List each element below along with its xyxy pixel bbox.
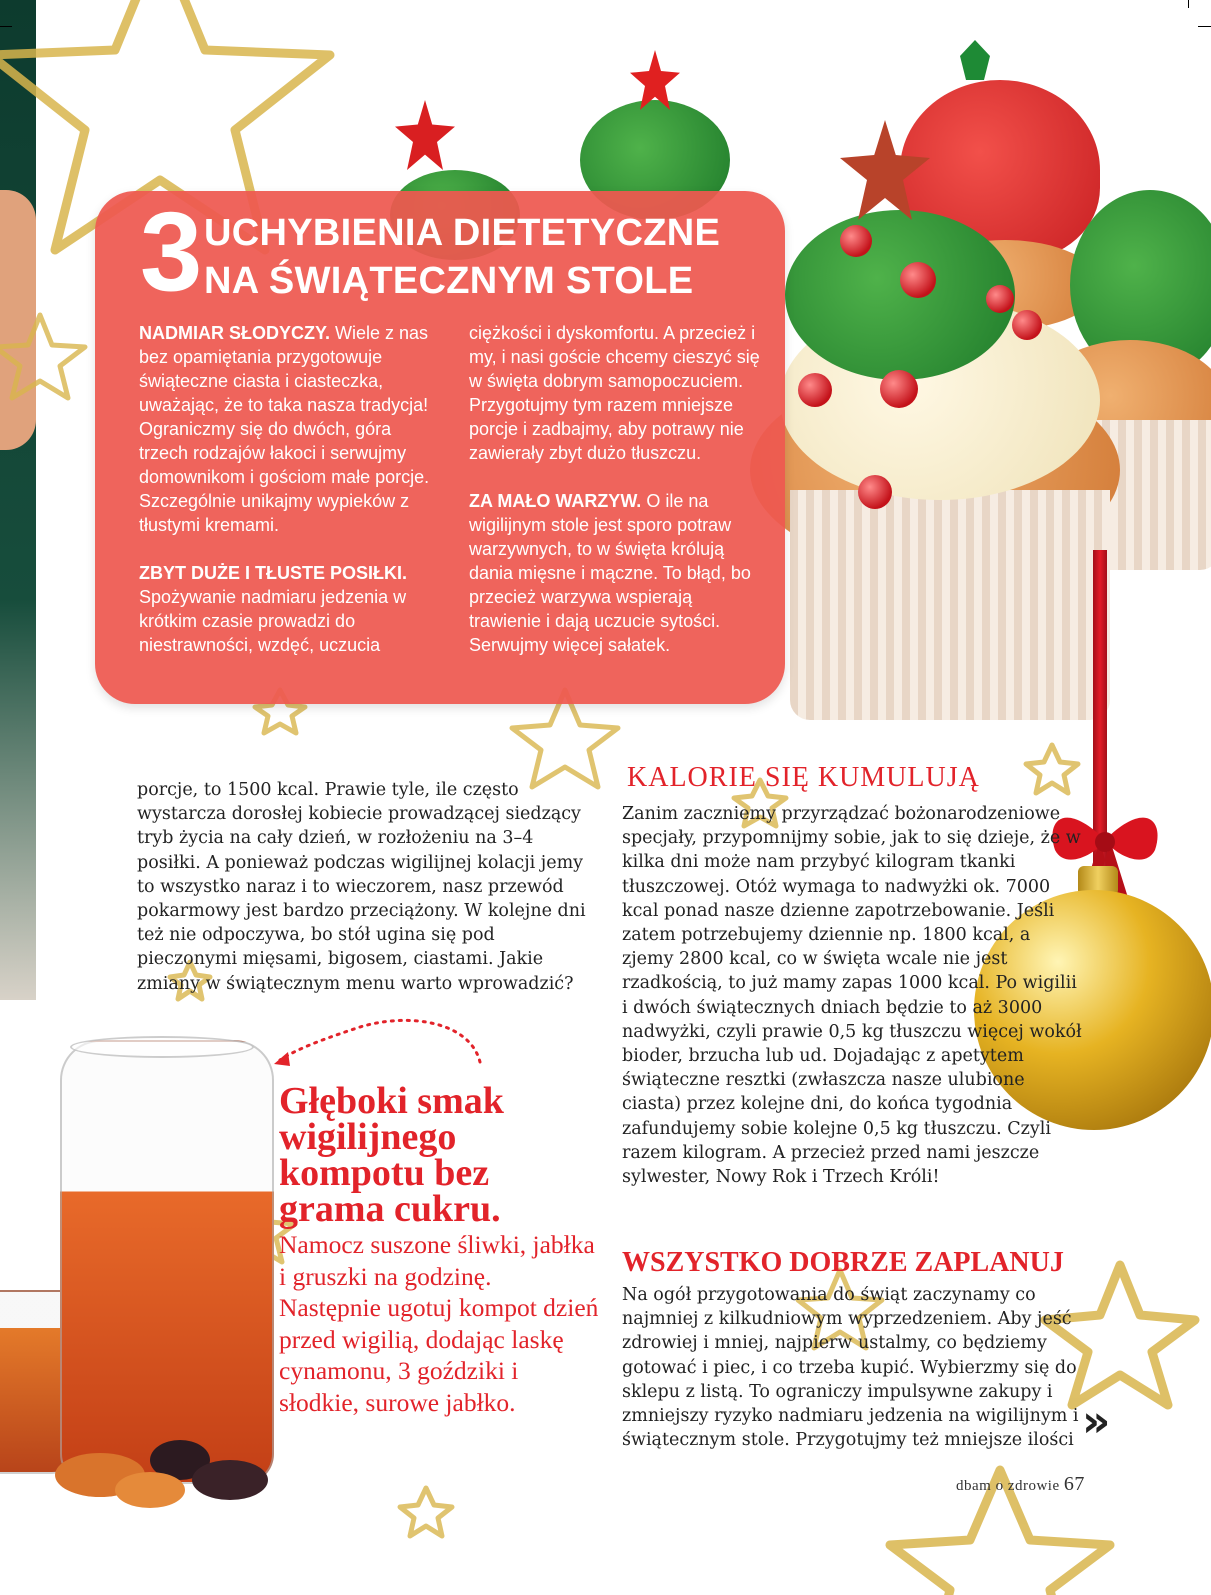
callout-paragraph bbox=[469, 489, 769, 657]
crop-mark bbox=[0, 26, 12, 27]
crop-mark bbox=[1188, 0, 1189, 8]
double-chevron-right-icon: » bbox=[1082, 1396, 1111, 1447]
compote-recipe-text: Namocz suszone śliwki, jabłka i gruszki na godzinę. Następnie ugotuj kompot dzień przed wigilią, dodając laskę cynamonu, 3 goździki i słodkie, surowe jabłko. bbox=[279, 1230, 599, 1417]
callout-column-right bbox=[469, 321, 769, 681]
section-text-plan: Na ogół przygotowania do świąt zaczynamy co najmniej z kilkudniowym wyprzedzeniem. Aby jeść zdrowiej i mniej, najpierw ustalmy, co będziemy gotować i piec, i co trzeba kupić. Wybierzmy się do sklepu z listą. To ograniczy impulsywne zakupy i zmniejszy ryzyko nadmiaru jedzenia na wigilijnym i świątecznym stole. Przygotujmy też mniejsze ilości bbox=[622, 1285, 1079, 1451]
callout-title-line1: UCHYBIENIA DIETETYCZNE bbox=[204, 212, 721, 254]
callout-paragraph-body: O ile na wigilijnym stole jest sporo potraw warzywnych, to w święta królują dania mięsne i mączne. To błąd, bo przecież warzywa wspierają trawienie i dają uczucie sytości. Serwujmy więcej sałatek. bbox=[469, 491, 751, 655]
callout-title-line2: NA ŚWIĄTECZNYM STOLE bbox=[204, 260, 694, 302]
magazine-name: dbam o zdrowie bbox=[956, 1478, 1060, 1494]
callout-paragraph bbox=[139, 321, 439, 537]
callout-paragraph bbox=[469, 321, 769, 465]
carafe-rim bbox=[70, 1036, 254, 1058]
callout-number: 3 bbox=[140, 189, 203, 314]
page-number: 67 bbox=[1063, 1473, 1085, 1495]
dotted-arrow bbox=[270, 1012, 500, 1072]
callout-paragraph bbox=[139, 561, 439, 657]
gold-star-decoration bbox=[0, 315, 85, 398]
gold-star-decoration bbox=[1026, 745, 1078, 793]
section-text-kalorie: Zanim zaczniemy przyrządzać bożonarodzeniowe specjały, przypomnijmy sobie, jak to się dzieje, że w kilka dni może nam przybyć kilogram tkanki tłuszczowej. Otóż wymaga to nadwyżki ok. 7000 kcal ponad nasze dzienne zapotrzebowanie. Jeśli zatem potrzebujemy dziennie np. 1800 kcal, a zjemy 2800 kcal, co w święta wcale nie jest rzadkością, to już mamy zapas 1000 kcal. Po wigilii i dwóch świątecznych dniach będzie to aż 3000 nadwyżki, czyli prawie 0,5 kg tłuszczu więcej wokół bioder, brzucha lub ud. Dojadając z apetytem świąteczne resztki (zwłaszcza nasze ulubione ciasta) przez kolejne dni, do końca tygodnia zafundujemy sobie kolejne 0,5 kg tłuszczu. Czyli razem kilogram. A przecież przed nami jeszcze sylwester, Nowy Rok i Trzech Króli! bbox=[622, 804, 1082, 1188]
gold-star-decoration bbox=[400, 1488, 452, 1536]
intro-paragraph: porcje, to 1500 kcal. Prawie tyle, ile często wystarcza dorosłej kobiecie prowadzącej siedzący tryb życia na cały dzień, w rozłożeniu na 3–4 posiłki. A ponieważ podczas wigilijnej kolacji jemy to wszystko naraz i to wieczorem, nasz przewód pokarmowy jest bardzo przeciążony. W kolejne dni też nie odpoczywa, bo stół ugina się pod pieczonymi mięsami, bigosem, ciastami. Jakie zmiany w świątecznym menu warto wprowadzić? bbox=[137, 780, 586, 994]
section-heading-kalorie: KALORIE SIĘ KUMULUJĄ bbox=[627, 762, 980, 793]
crop-mark bbox=[1198, 26, 1211, 27]
compote-heading: Głęboki smak wigilijnego kompotu bez grama cukru. bbox=[279, 1080, 504, 1230]
callout-column-left bbox=[139, 321, 439, 681]
callout-paragraph-head: ZBYT DUŻE I TŁUSTE POSIŁKI. bbox=[139, 563, 408, 583]
callout-paragraph-body: ciężkości i dyskomfortu. A przecież i my, i nasi goście chcemy cieszyć się w święta dobrym samopoczuciem. Przygotujmy tym razem mniejsze porcje i zadbajmy, aby potrawy nie zawierały zbyt dużo tłuszczu. bbox=[469, 323, 760, 463]
dried-fruit-image bbox=[30, 1420, 290, 1520]
callout-paragraph-head: ZA MAŁO WARZYW. bbox=[469, 491, 642, 511]
callout-paragraph-body: Spożywanie nadmiaru jedzenia w krótkim czasie prowadzi do niestrawności, wzdęć, uczucia bbox=[139, 587, 407, 655]
callout-paragraph-body: Wiele z nas bez opamiętania przygotowuje świąteczne ciasta i ciasteczka, uważając, że to taka nasza tradycja! Ograniczmy się do dwóch, góra trzech rodzajów łakoci i serwujmy domownikom i gościom małe porcje. Szczególnie unikajmy wypieków z tłustymi kremami. bbox=[139, 323, 430, 535]
page-footer bbox=[956, 1473, 1085, 1496]
compote-carafe-image bbox=[60, 1040, 274, 1484]
callout-paragraph-head: NADMIAR SŁODYCZY. bbox=[139, 323, 331, 343]
section-heading-plan: WSZYSTKO DOBRZE ZAPLANUJ bbox=[622, 1247, 1064, 1278]
